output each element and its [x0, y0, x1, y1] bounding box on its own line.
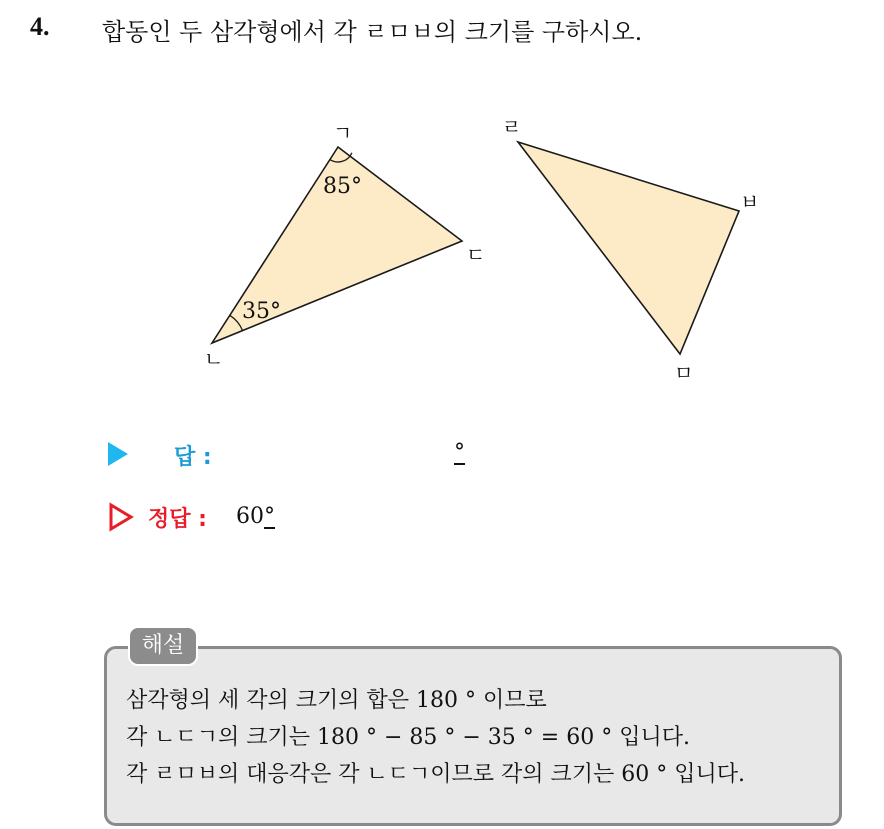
question-number: 4.: [30, 12, 50, 41]
correct-answer-label: 정답 :: [148, 507, 207, 532]
play-arrow-icon: [108, 442, 128, 466]
vertex-label-giyeok: ㄱ: [333, 121, 353, 145]
question-text: 합동인 두 삼각형에서 각 ㄹㅁㅂ의 크기를 구하시오.: [102, 18, 643, 46]
answer-row: [108, 440, 608, 474]
explanation-text: [126, 682, 745, 793]
correct-answer-row: [108, 502, 608, 536]
angle-label-35: 35°: [242, 299, 281, 324]
vertex-label-nieun: ㄴ: [204, 347, 224, 371]
triangle-right-shape: [518, 142, 739, 354]
vertex-label-mieum: ㅁ: [674, 361, 694, 385]
vertex-label-rieul: ㄹ: [502, 115, 522, 139]
outline-play-arrow-icon: [108, 502, 134, 532]
correct-answer-unit: °: [264, 504, 275, 529]
triangle-left: [204, 121, 485, 371]
correct-answer-value: [236, 504, 275, 529]
angle-label-85: 85°: [323, 174, 362, 199]
explanation-line-1: 삼각형의 세 각의 크기의 합은 180 ° 이므로: [126, 688, 547, 713]
vertex-label-bieup: ㅂ: [740, 190, 760, 214]
answer-unit-blank[interactable]: °: [454, 440, 465, 465]
correct-answer-number: 60: [236, 504, 264, 529]
explanation-line-3: 각 ㄹㅁㅂ의 대응각은 각 ㄴㄷㄱ이므로 각의 크기는 60 ° 입니다.: [126, 762, 745, 787]
explanation-line-2: 각 ㄴㄷㄱ의 크기는 180 ° − 85 ° − 35 ° = 60 ° 입니다.: [126, 725, 690, 750]
answer-label: 답 :: [174, 445, 212, 470]
vertex-label-digeut: ㄷ: [466, 243, 486, 267]
explanation-tag: 해설: [128, 626, 198, 666]
triangle-right: [502, 115, 759, 385]
